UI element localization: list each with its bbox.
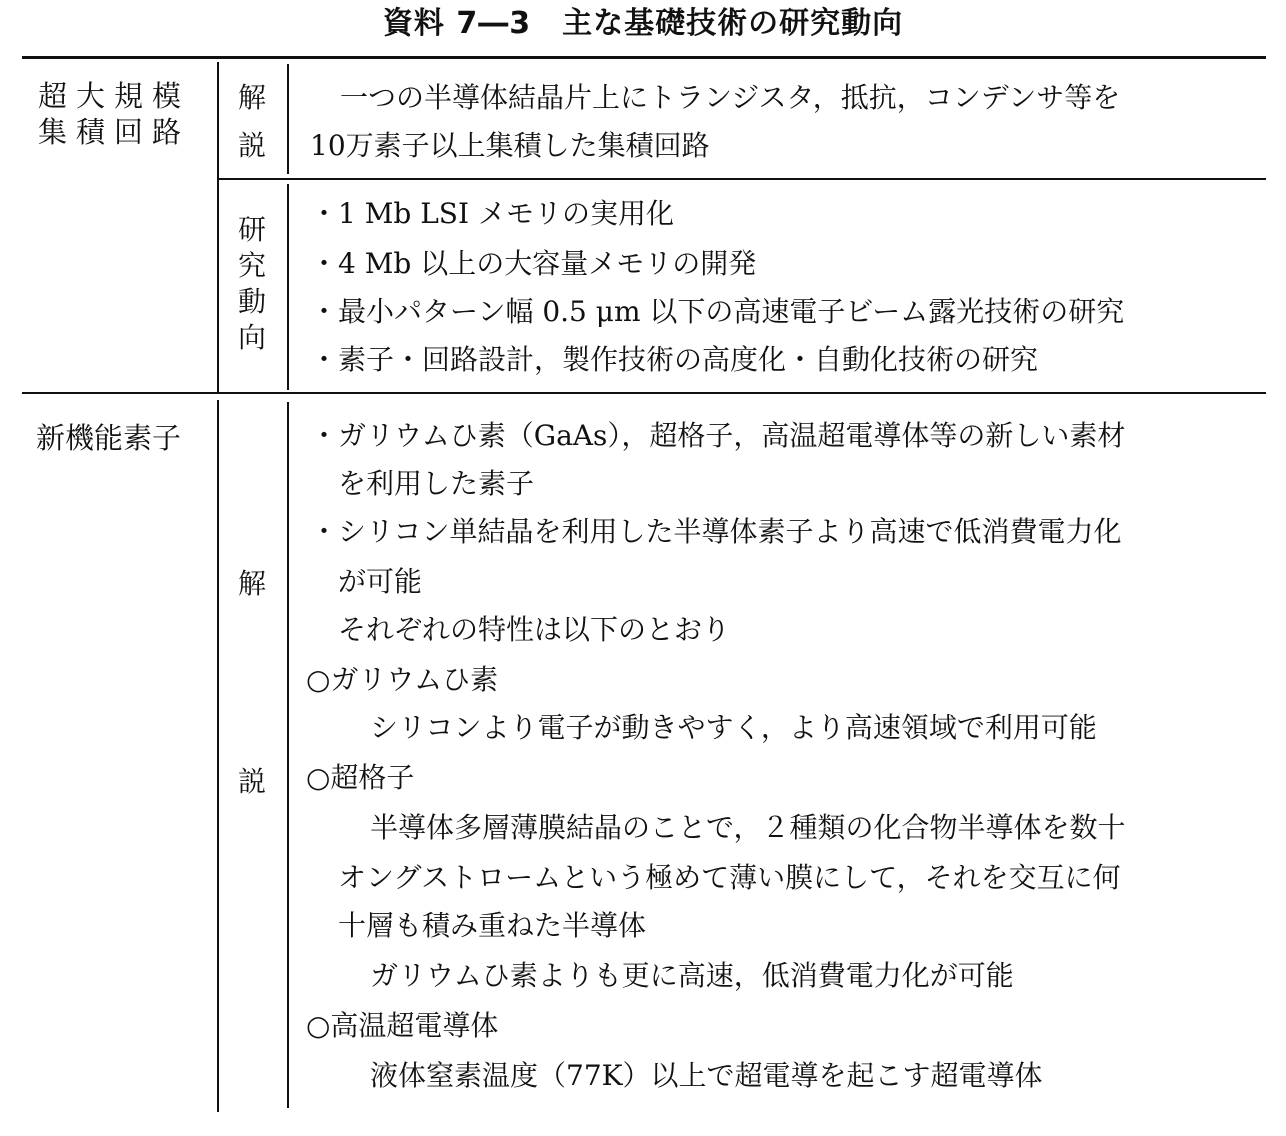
description-line: 半導体多層薄膜結晶のことで，２種類の化合物半導体を数十 [370,811,1126,844]
description-line: シリコンより電子が動きやすく，より高速領域で利用可能 [370,711,1097,744]
description-line: 十層も積み重ねた半導体 [338,909,647,942]
description-line: ・シリコン単結晶を利用した半導体素子より高速で低消費電力化 [310,515,1122,548]
column-divider-right-mid [287,184,289,390]
subheading: ○超格子 [306,761,415,794]
research-item: ・4 Mb 以上の大容量メモリの開発 [310,247,757,280]
section-rule [22,392,1266,394]
category-label: 集積回路 [38,115,191,149]
row-label: 解 [238,567,267,600]
row-label: 研 [238,213,267,246]
description-line: 一つの半導体結晶片上にトランジスタ，抵抗，コンデンサ等を [340,81,1121,114]
category-label: 新機能素子 [36,421,182,455]
document-title: 資料 7―3 主な基礎技術の研究動向 [382,6,904,41]
description-line: を利用した素子 [338,467,535,500]
research-item: ・1 Mb LSI メモリの実用化 [310,197,674,230]
description-line: オングストロームという極めて薄い膜にして，それを交互に何 [338,861,1121,894]
subheading: ○高温超電導体 [306,1009,499,1042]
column-divider-left-lower [217,400,219,1112]
description-line: ガリウムひ素よりも更に高速，低消費電力化が可能 [370,959,1014,992]
column-divider-right-lower [287,402,289,1108]
row-label: 説 [238,765,267,798]
category-label: 超大規模 [38,79,191,113]
description-line: それぞれの特性は以下のとおり [338,613,731,646]
column-divider-left [217,62,219,392]
row-label: 説 [238,129,267,162]
subheading: ○ガリウムひ素 [306,663,499,696]
row-label: 解 [238,81,267,114]
inner-rule [218,178,1266,180]
description-line: が可能 [338,565,423,598]
top-rule [22,56,1266,59]
row-label: 究 [238,249,267,282]
row-label: 向 [238,321,267,354]
description-line: 10万素子以上集積した集積回路 [310,129,710,162]
column-divider-right [287,64,289,174]
research-item: ・最小パターン幅 0.5 μm 以下の高速電子ビーム露光技術の研究 [310,295,1125,328]
description-line: 液体窒素温度（77K）以上で超電導を起こす超電導体 [370,1059,1043,1092]
research-item: ・素子・回路設計，製作技術の高度化・自動化技術の研究 [310,343,1039,376]
row-label: 動 [238,285,267,318]
description-line: ・ガリウムひ素（GaAs），超格子，高温超電導体等の新しい素材 [310,419,1126,452]
